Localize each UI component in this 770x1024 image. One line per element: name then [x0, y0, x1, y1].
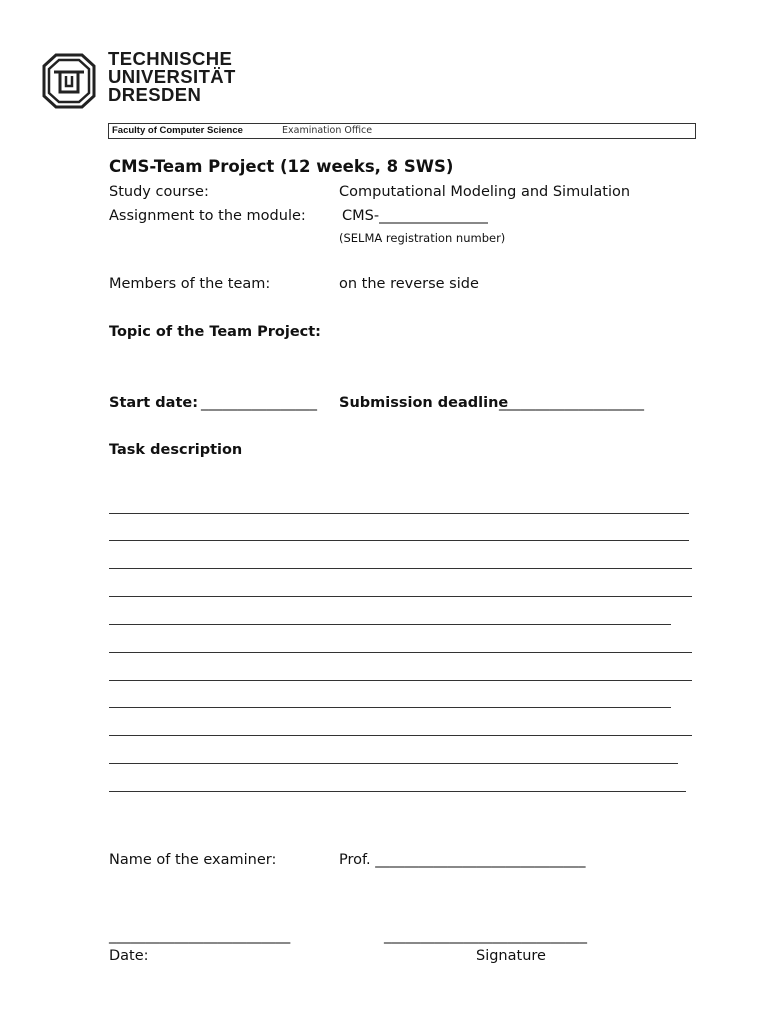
deadline-label: Submission deadline — [339, 395, 509, 411]
start-date-field[interactable]: ________________ — [201, 395, 317, 411]
task-line[interactable] — [109, 513, 689, 514]
examiner-field[interactable]: Prof. _____________________________ — [339, 852, 586, 868]
date-label: Date: — [109, 948, 149, 964]
wordmark-line-1: TECHNISCHE — [108, 48, 233, 69]
start-date-label: Start date: — [109, 395, 199, 411]
document-title: CMS-Team Project (12 weeks, 8 SWS) — [109, 157, 454, 176]
wordmark-line-3: DRESDEN — [108, 84, 202, 105]
wordmark-line-2: UNIVERSITÄT — [108, 66, 236, 87]
module-value-field[interactable]: CMS-_______________ — [342, 208, 488, 224]
deadline-field[interactable]: ____________________ — [499, 395, 644, 411]
study-course-value: Computational Modeling and Simulation — [339, 184, 631, 200]
task-line[interactable] — [109, 652, 692, 653]
task-line[interactable] — [109, 540, 689, 541]
task-line[interactable] — [109, 735, 692, 736]
task-line[interactable] — [109, 791, 686, 792]
selma-hint: (SELMA registration number) — [339, 231, 506, 245]
members-value: on the reverse side — [339, 276, 479, 292]
task-line[interactable] — [109, 568, 692, 569]
date-signature-line[interactable]: _________________________ — [109, 928, 291, 944]
signature-label: Signature — [476, 948, 546, 964]
examiner-label: Name of the examiner: — [109, 852, 277, 868]
task-line[interactable] — [109, 624, 671, 625]
study-course-label: Study course: — [109, 184, 209, 200]
tu-dresden-logo-icon — [38, 52, 100, 110]
topic-label: Topic of the Team Project: — [109, 324, 321, 340]
faculty-header-box — [108, 123, 696, 139]
task-line[interactable] — [109, 596, 692, 597]
module-label: Assignment to the module: — [109, 208, 306, 224]
task-description-label: Task description — [109, 442, 243, 458]
task-line[interactable] — [109, 680, 692, 681]
faculty-name: Faculty of Computer Science — [112, 125, 243, 136]
university-wordmark — [108, 50, 236, 104]
office-name: Examination Office — [282, 125, 373, 136]
members-label: Members of the team: — [109, 276, 271, 292]
signature-line[interactable]: ____________________________ — [384, 928, 587, 944]
task-line[interactable] — [109, 707, 671, 708]
task-line[interactable] — [109, 763, 678, 764]
